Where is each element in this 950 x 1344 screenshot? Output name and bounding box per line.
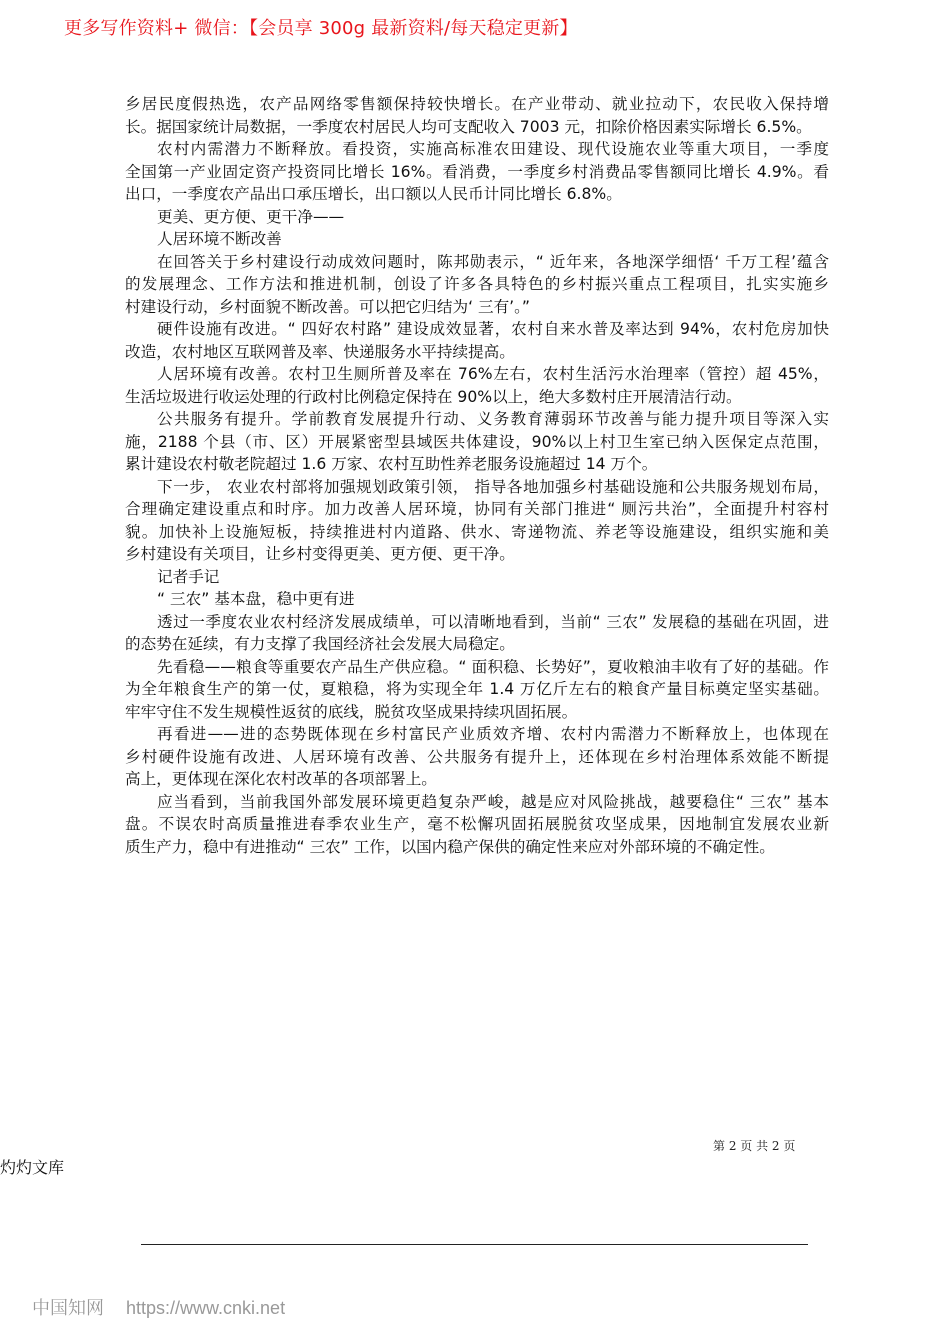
text-line: 合理确定建设重点和时序。加力改善人居环境，协同有关部门推进“ 厕污共治”，全面提升村容村 [125,500,829,518]
text-line: 全国第一产业固定资产投资同比增长 16%。看消费，一季度乡村消费品零售额同比增长 4.9%。看 [125,162,829,181]
text-line: 施，2188 个县（市、区）开展紧密型县域医共体建设，90%以上村卫生室已纳入医保定点范围， [125,432,829,451]
text-line: 硬件设施有改进。“ 四好农村路” 建设成效显著，农村自来水普及率达到 94%，农村危房加快 [157,320,829,338]
paragraph [125,318,829,363]
document-body [125,93,829,858]
paragraph [125,566,829,589]
page-number: 第 2 页 共 2 页 [713,1139,796,1153]
footer-divider [141,1244,808,1245]
text-line: 人居环境不断改善 [157,230,282,248]
paragraph [125,93,829,138]
text-line: “ 三农” 基本盘，稳中更有进 [157,590,355,608]
text-line: 的发展理念、工作方法和推进机制，创设了许多各具特色的乡村振兴重点工程项目，扎实实施乡 [125,275,829,293]
paragraph [125,408,829,476]
cnki-name: 中国知网 [32,1298,104,1318]
text-line: 长。据国家统计局数据，一季度农村居民人均可支配收入 7003 元，扣除价格因素实际增长 6.5%。 [125,117,812,136]
text-line: 高上，更体现在深化农村改革的各项部署上。 [125,770,437,788]
text-line: 记者手记 [157,567,220,586]
text-line: 乡居民度假热选，农产品网络零售额保持较快增长。在产业带动、就业拉动下，农民收入保持增 [125,95,829,113]
text-line: 改造，农村地区互联网普及率、快递服务水平持续提高。 [125,342,515,361]
text-line: 累计建设农村敬老院超过 1.6 万家、农村互助性养老服务设施超过 14 万个。 [125,455,658,473]
text-line: 牢牢守住不发生规模性返贫的底线，脱贫攻坚成果持续巩固拓展。 [125,702,578,721]
text-line: 质生产力，稳中有进推动“ 三农” 工作，以国内稳产保供的确定性来应对外部环境的不确定性。 [125,837,775,856]
text-line: 为全年粮食生产的第一仗，夏粮稳，将为实现全年 1.4 万亿斤左右的粮食产量目标奠定坚实基础。 [125,680,829,698]
paragraph [125,363,829,408]
text-line: 下一步， 农业农村部将加强规划政策引领， 指导各地加强乡村基础设施和公共服务规划布局， [157,477,829,496]
cnki-url[interactable]: https://www.cnki.net [126,1298,286,1318]
paragraph [125,138,829,206]
cnki-watermark [32,1294,307,1320]
paragraph [125,791,829,859]
text-line: 在回答关于乡村建设行动成效问题时，陈邦勋表示，“ 近年来，各地深学细悟‘ 千万工程’蕴含 [157,252,829,271]
text-line: 出口，一季度农产品出口承压增长，出口额以人民币计同比增长 6.8%。 [125,185,622,203]
paragraph [125,723,829,791]
text-line: 的态势在延续，有力支撑了我国经济社会发展大局稳定。 [125,635,515,653]
text-line: 农村内需潜力不断释放。看投资，实施高标准农田建设、现代设施农业等重大项目，一季度 [157,140,829,158]
text-line: 乡村硬件设施有改进、人居环境有改善、公共服务有提升上，还体现在乡村治理体系效能不断提 [125,747,829,766]
text-line: 更美、更方便、更干净—— [157,207,345,226]
text-line: 公共服务有提升。学前教育发展提升行动、义务教育薄弱环节改善与能力提升项目等深入实 [157,410,829,428]
text-line: 生活垃圾进行收运处理的行政村比例稳定保持在 90%以上，绝大多数村庄开展清洁行动。 [125,387,742,406]
text-line: 应当看到，当前我国外部发展环境更趋复杂严峻，越是应对风险挑战，越要稳住“ 三农” 基本 [157,792,829,811]
text-line: 再看进——进的态势既体现在乡村富民产业质效齐增、农村内需潜力不断释放上，也体现在 [157,725,829,743]
text-line: 貌。加快补上设施短板，持续推进村内道路、供水、寄递物流、养老等设施建设，组织实施和美 [125,522,829,541]
text-line: 乡村建设有关项目，让乡村变得更美、更方便、更干净。 [125,545,515,563]
paragraph [125,228,829,251]
text-line: 人居环境有改善。农村卫生厕所普及率在 76%左右，农村生活污水治理率（管控）超 45%， [157,365,829,383]
text-line: 先看稳——粮食等重要农产品生产供应稳。“ 面积稳、长势好”，夏收粮油丰收有了好的基础。作 [157,657,829,676]
paragraph [125,588,829,611]
paragraph [125,611,829,656]
paragraph [125,251,829,319]
text-line: 盘。不误农时高质量推进春季农业生产，毫不松懈巩固拓展脱贫攻坚成果，因地制宜发展农业新 [125,815,829,833]
paragraph [125,476,829,566]
paragraph [125,656,829,724]
paragraph [125,206,829,229]
text-line: 透过一季度农业农村经济发展成绩单，可以清晰地看到，当前“ 三农” 发展稳的基础在巩固，进 [157,612,829,631]
brand-label: 灼灼文库 [0,1158,65,1177]
promo-banner: 更多写作资料+ 微信：【会员享 300g 最新资料/每天稳定更新】 [64,18,578,39]
text-line: 村建设行动，乡村面貌不断改善。可以把它归结为‘ 三有’。” [125,297,530,316]
